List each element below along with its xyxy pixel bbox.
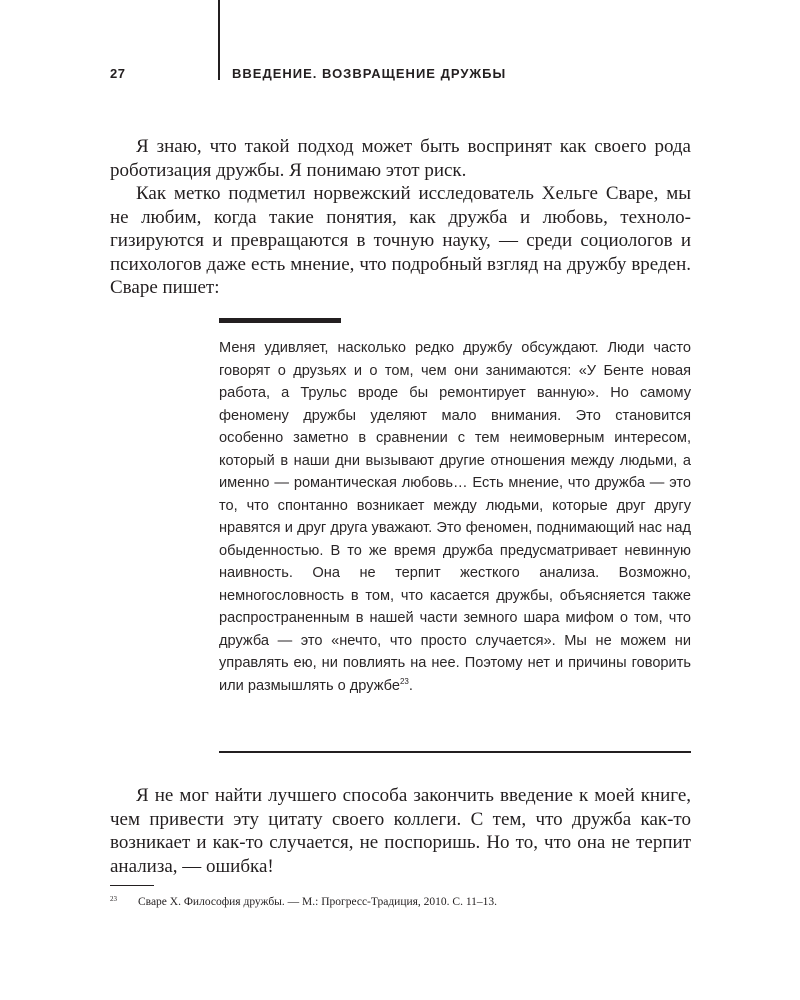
quote-top-bar bbox=[219, 318, 341, 323]
header-vertical-rule bbox=[218, 0, 220, 80]
body-text-top bbox=[110, 135, 691, 300]
paragraph: Как метко подметил норвежский исследователь Хельге Сваре, мы не любим, когда такие понятия, как дружба и любовь, технологизируются и превращаются в точную науку, — среди социологов и психологов даже есть мнение, что подробный взгляд на дружбу вреден. Сваре пишет: bbox=[110, 183, 691, 298]
footnote-separator bbox=[110, 885, 154, 886]
quote-text: Меня удивляет, насколько редко дружбу обсуждают. Люди часто говорят о друзьях и о том, чем они занимаются: «У Бенте новая работа, а Трульс вроде бы ремонтирует ванную». Но самому феномену дружбы уделяют мало внимания. Это становится особенно заметно в сравнении с тем неимоверным интересом, который в наши дни вызывают другие отношения между людьми, а именно — романтическая любовь… Есть мнение, что дружба — это то, что спонтанно возникает между людьми, которые друг другу нравятся и друг друга уважают. Это феномен, поднимающий нас над обыденностью. В то же время дружба предусматривает невинную наивность. Она не терпит жесткого анализа. Возможно, немногословность в том, что касается дружбы, объясняется также распространенным в нашей части земного шара мифом о том, что дружба — это «нечто, что просто случается». Мы не можем ни управлять ею, ни повлиять на нее. Поэтому нет и причины говорить или размышлять о дружбе bbox=[219, 340, 691, 694]
running-head: ВВЕДЕНИЕ. ВОЗВРАЩЕНИЕ ДРУЖБЫ bbox=[232, 66, 507, 81]
block-quote bbox=[219, 337, 691, 697]
footnote-number: 23 bbox=[110, 895, 117, 903]
quote-end-punctuation: . bbox=[408, 677, 413, 694]
footnote-text: Сваре Х. Философия дружбы. — М.: Прогресс-Традиция, 2010. С. 11–13. bbox=[138, 896, 498, 908]
body-text-bottom bbox=[110, 784, 691, 878]
quote-bottom-rule bbox=[219, 751, 691, 753]
paragraph: Я знаю, что такой подход может быть воспринят как своего рода роботизация дружбы. Я понимаю этот риск. bbox=[110, 136, 691, 181]
page-number: 27 bbox=[110, 66, 126, 81]
paragraph: Я не мог найти лучшего способа закончить введение к моей книге, чем привести эту цитату своего коллеги. С тем, что дружба как-то возникает и как-то случается, не поспоришь. Но то, что она не терпит анализа, — ошибка! bbox=[110, 785, 691, 877]
footnote bbox=[110, 892, 670, 909]
footnote-reference[interactable]: 23 bbox=[399, 676, 409, 686]
